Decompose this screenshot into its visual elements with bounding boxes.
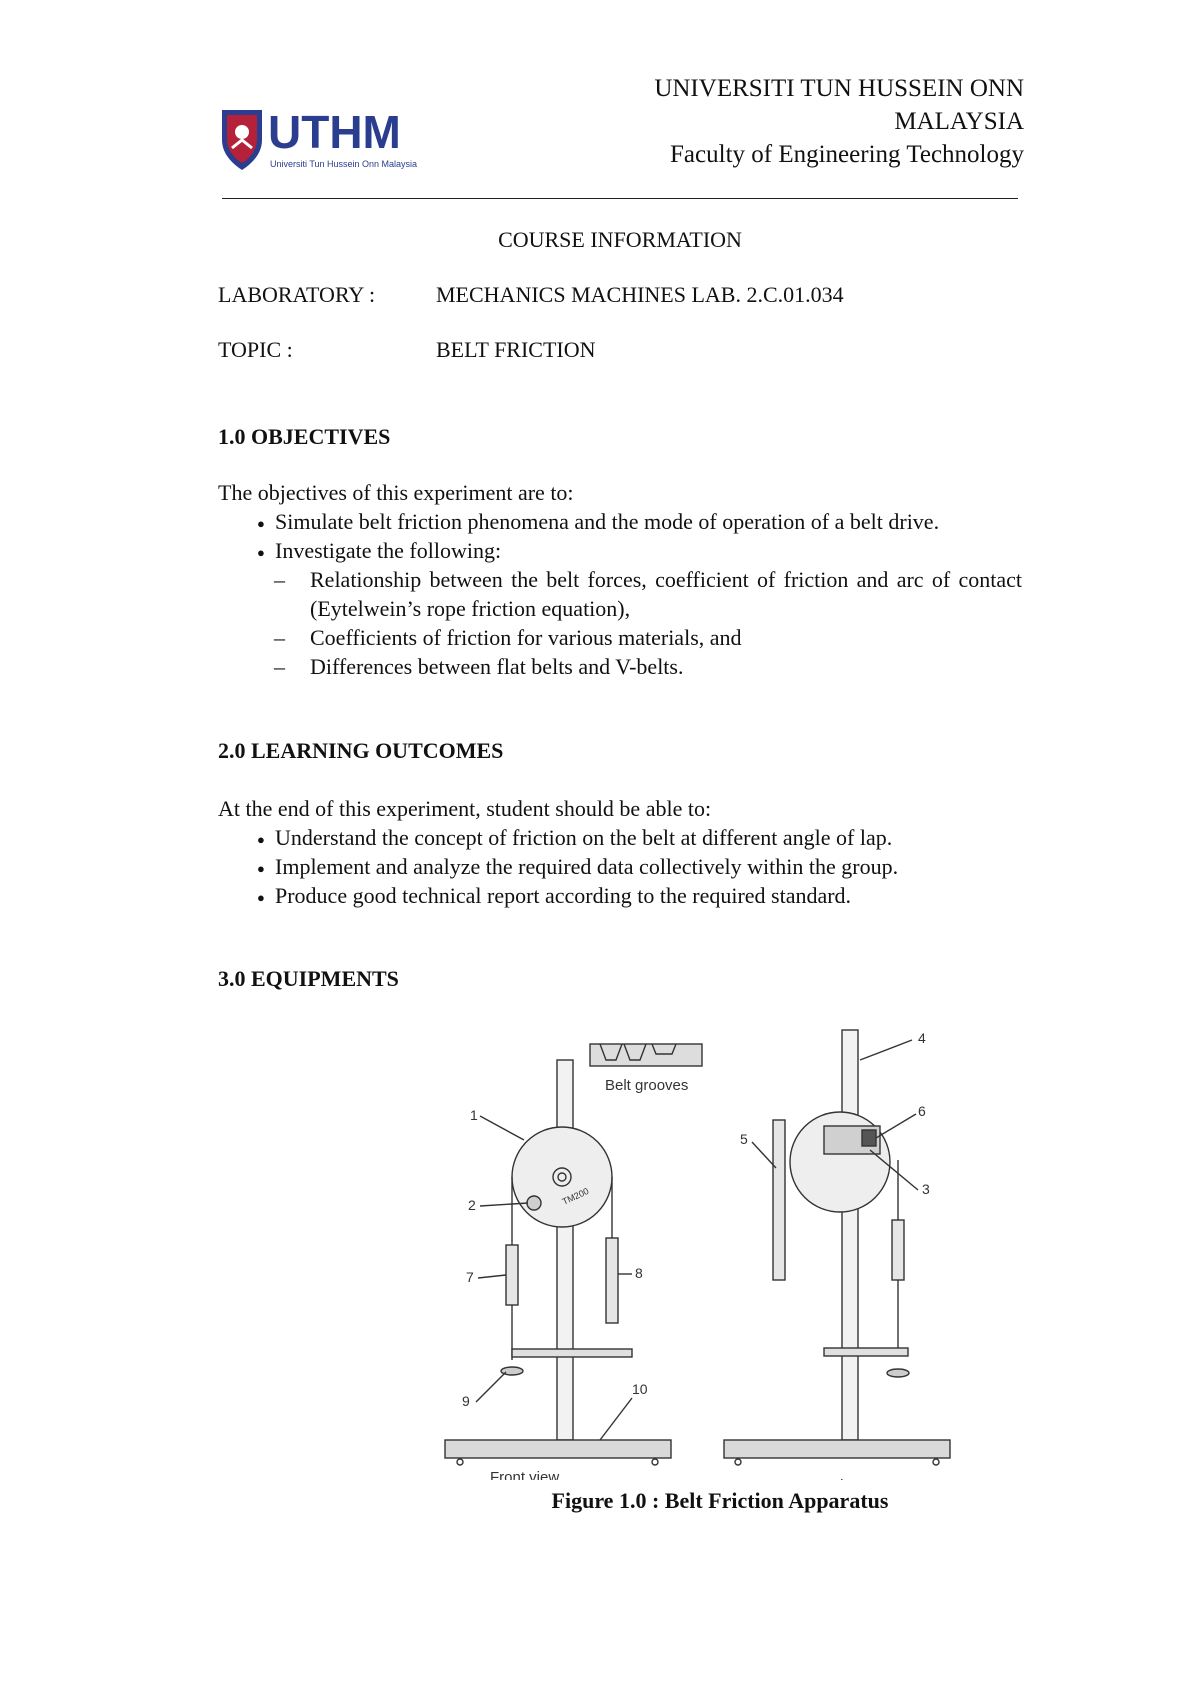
list-item: ● Implement and analyze the required data collectively within the group.	[218, 852, 1022, 881]
callout-9: 9	[462, 1393, 470, 1409]
topic-row	[218, 337, 596, 363]
figure-caption: Figure 1.0 : Belt Friction Apparatus	[551, 1488, 889, 1513]
list-item: ● Understand the concept of friction on the belt at different angle of lap.	[218, 823, 1022, 852]
outcomes-intro: At the end of this experiment, student should be able to:	[218, 796, 712, 821]
callout-2: 2	[468, 1197, 476, 1213]
list-item: – Coefficients of friction for various materials, and	[218, 623, 1022, 652]
front-view-apparatus-icon	[445, 1060, 671, 1465]
laboratory-value: MECHANICS MACHINES LAB. 2.C.01.034	[436, 282, 844, 307]
objectives-intro: The objectives of this experiment are to:	[218, 480, 574, 505]
list-item: ● Simulate belt friction phenomena and the mode of operation of a belt drive.	[218, 507, 1022, 536]
list-item: – Differences between flat belts and V-belts.	[218, 652, 1022, 681]
outcomes-list	[218, 823, 1022, 910]
callout-4: 4	[918, 1030, 926, 1046]
belt-friction-apparatus-figure	[440, 1020, 980, 1480]
disc-marking: TM200	[560, 1185, 591, 1207]
list-item: ● Produce good technical report according to the required standard.	[218, 881, 1022, 910]
front-view-label: Front view	[490, 1469, 560, 1480]
topic-value: BELT FRICTION	[436, 337, 596, 362]
header-divider	[222, 198, 1018, 199]
belt-grooves-icon	[590, 1044, 702, 1066]
laboratory-row	[218, 282, 844, 308]
belt-grooves-label: Belt grooves	[605, 1077, 689, 1094]
objectives-section	[218, 478, 1022, 681]
university-name-line1: UNIVERSITI TUN HUSSEIN ONN	[654, 75, 1024, 102]
university-name-line2: MALAYSIA	[894, 108, 1024, 135]
callout-7: 7	[466, 1269, 474, 1285]
list-item: ● Investigate the following:	[218, 536, 1022, 565]
learning-outcomes-section	[218, 794, 1022, 910]
callout-3: 3	[922, 1181, 930, 1197]
objectives-heading: 1.0 OBJECTIVES	[218, 424, 391, 449]
learning-outcomes-heading: 2.0 LEARNING OUTCOMES	[218, 738, 504, 763]
callout-6: 6	[918, 1103, 926, 1119]
callout-8: 8	[635, 1265, 643, 1281]
topic-label: TOPIC :	[218, 337, 293, 362]
objectives-list	[218, 507, 1022, 565]
callout-10: 10	[632, 1381, 648, 1397]
investigate-sublist	[218, 565, 1022, 681]
logo-subtext: Universiti Tun Hussein Onn Malaysia	[270, 159, 418, 169]
uthm-crest-icon	[218, 104, 440, 174]
rear-view-apparatus-icon	[724, 1030, 950, 1465]
callout-1: 1	[470, 1107, 478, 1123]
university-block	[654, 72, 1024, 171]
laboratory-label: LABORATORY :	[218, 282, 376, 307]
list-item: – Relationship between the belt forces, coefficient of friction and arc of contact (Eytelwein’s rope friction equation),	[218, 565, 1022, 623]
rear-view-label	[796, 1477, 863, 1480]
callout-5: 5	[740, 1131, 748, 1147]
uthm-logo	[218, 104, 440, 174]
course-info-title: COURSE INFORMATION	[498, 227, 742, 252]
faculty-name: Faculty of Engineering Technology	[670, 141, 1024, 168]
equipments-heading: 3.0 EQUIPMENTS	[218, 966, 399, 991]
logo-text: UTHM	[268, 106, 401, 158]
